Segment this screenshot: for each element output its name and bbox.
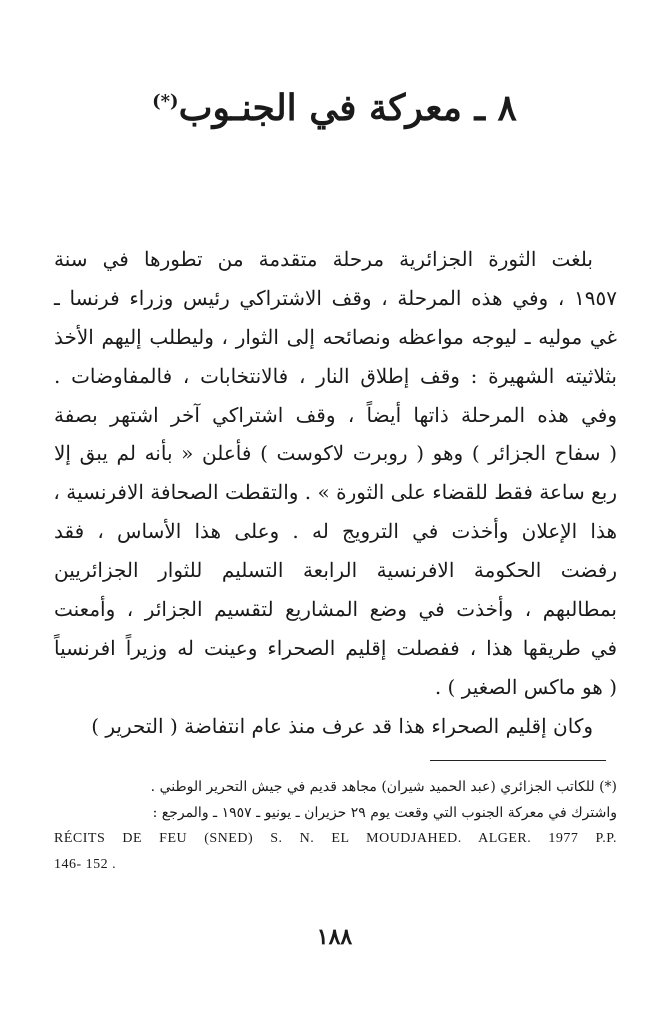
page-number: ١٨٨: [316, 924, 353, 950]
body-line: ( سفاح الجزائر ) وهو ( روبرت لاكوست ) فأعلن « بأنه لم يبق إلا: [54, 441, 617, 466]
body-line: بلغت الثورة الجزائرية مرحلة متقدمة من تطورها في سنة: [54, 247, 593, 271]
body-text: [54, 240, 617, 746]
body-line: رفضت الحكومة الافرنسية الرابعة التسليم للثوار الجزائريين: [54, 558, 617, 583]
chapter-title-text: ٨ ـ معركة في الجنـوب: [178, 87, 517, 129]
body-line: بمطالبهم ، وأخذت في وضع المشاريع لتقسيم الجزائر ، وأمعنت: [54, 597, 617, 622]
body-line: بثلاثيته الشهيرة : وقف إطلاق النار ، فالانتخابات ، فالمفاوضات .: [54, 363, 617, 388]
body-line: وفي هذه المرحلة ذاتها أيضاً ، وقف اشتراكي آخر اشتهر بصفة: [54, 402, 617, 427]
body-line: ( هو ماكس الصغير ) .: [434, 674, 617, 699]
footnote-pages: 146- 152 .: [54, 857, 117, 872]
footnote-line: (*) للكاتب الجزائري (عبد الحميد شيران) مجاهد قديم في جيش التحرير الوطني .: [150, 779, 617, 795]
body-line: غي موليه ـ ليوجه مواعظه ونصائحه إلى الثوار ، وليطلب إليهم الأخذ: [54, 324, 617, 349]
body-line: ربع ساعة فقط للقضاء على الثورة » . والتقطت الصحافة الافرنسية ،: [53, 480, 617, 505]
footnote: [54, 774, 617, 878]
title-footnote-marker: (*): [152, 91, 179, 112]
body-line: هذا الإعلان وأخذت في الترويج له . وعلى هذا الأساس ، فقد: [54, 519, 617, 544]
body-line: وكان إقليم الصحراء هذا قد عرف منذ عام انتفاضة ( التحرير ): [91, 713, 593, 738]
footnote-line: واشترك في معركة الجنوب التي وقعت يوم ٢٩ حزيران ـ يونيو ـ ١٩٥٧ ـ والمرجع :: [152, 805, 617, 821]
chapter-title: [0, 78, 669, 132]
footnote-reference: RÉCITS DE FEU (SNED) S. N. EL MOUDJAHED. ALGER. 1977 P.P.: [54, 831, 617, 846]
body-line: ١٩٥٧ ، وفي هذه المرحلة ، وقف الاشتراكي رئيس وزراء فرنسا ـ: [54, 285, 617, 310]
footnote-divider: [430, 760, 606, 761]
body-line: في طريقها هذا ، ففصلت إقليم الصحراء وعينت له وزيراً افرنسياً: [54, 635, 617, 660]
